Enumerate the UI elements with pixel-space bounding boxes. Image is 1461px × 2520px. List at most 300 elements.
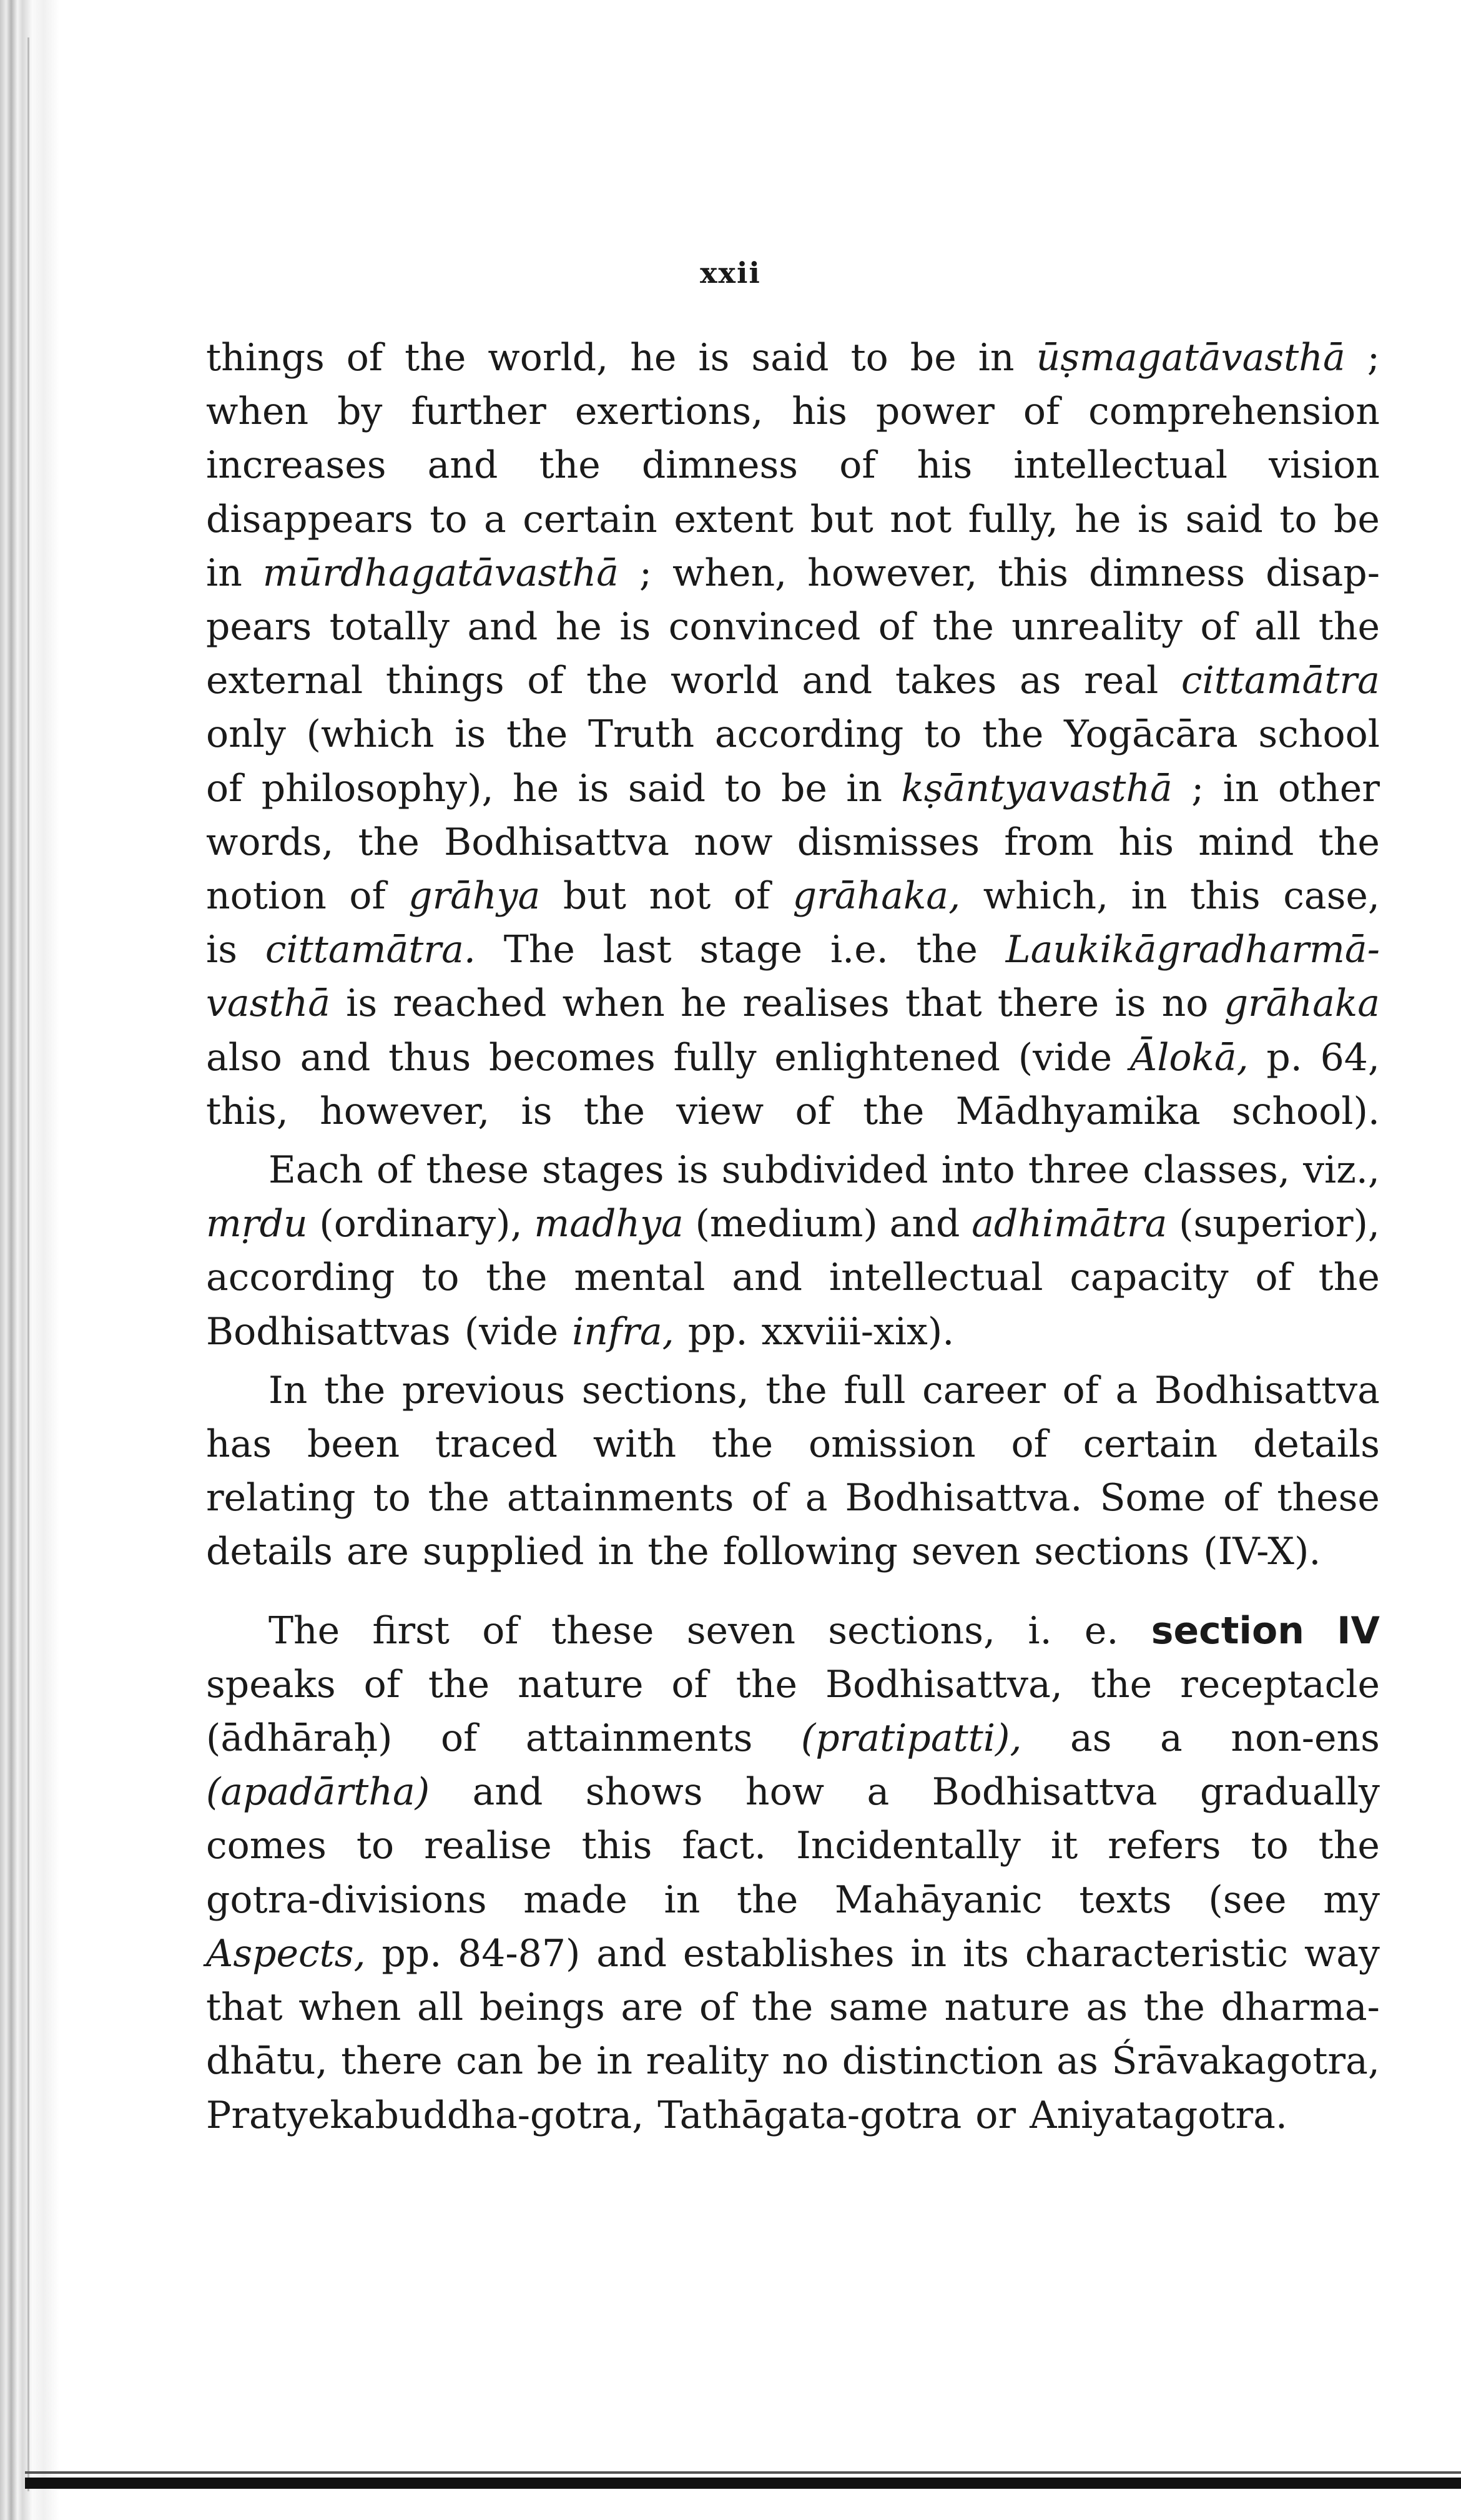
word: details — [206, 1530, 333, 1574]
word: (vide — [1018, 1035, 1113, 1080]
word: of — [441, 1716, 478, 1761]
word: is — [677, 1148, 709, 1193]
word: now — [694, 820, 773, 864]
word: comprehension — [1088, 390, 1380, 434]
word: distinction — [842, 2039, 1043, 2084]
word: and — [300, 1035, 371, 1080]
word: establishes — [682, 1931, 895, 1976]
italic-term: grāhya — [408, 874, 541, 918]
word: he — [555, 605, 602, 649]
word: of — [376, 1148, 413, 1193]
word: ; — [639, 551, 652, 595]
section-gap — [206, 1579, 1380, 1604]
word: when — [562, 982, 665, 1026]
word: (ordinary), — [319, 1202, 523, 1246]
word: he — [512, 766, 559, 810]
word: the — [1318, 1824, 1380, 1868]
word: Bodhisattvas — [206, 1309, 451, 1354]
word: when — [298, 1986, 401, 2030]
word: dimness — [1088, 551, 1246, 595]
bottom-rule-thin — [25, 2471, 1461, 2474]
word: supplied — [422, 1530, 584, 1574]
word: reality — [646, 2039, 769, 2084]
text-line-9 — [206, 762, 1380, 815]
word: its — [962, 1931, 1010, 1976]
word: there — [341, 2039, 443, 2084]
word: the — [765, 1368, 827, 1412]
word: speaks — [206, 1662, 336, 1706]
text-line-2 — [206, 385, 1380, 438]
word: things — [206, 336, 325, 380]
word: is — [521, 1089, 553, 1133]
word: is — [1114, 982, 1146, 1026]
word: ; — [1191, 766, 1204, 810]
text-line-11 — [206, 869, 1380, 923]
word: seven — [686, 1608, 796, 1653]
text-line-8 — [206, 707, 1380, 761]
text-line-3 — [206, 438, 1380, 492]
word: that — [206, 1986, 283, 2030]
word: of — [878, 605, 915, 649]
word: of — [482, 1608, 519, 1653]
word: the — [324, 1368, 386, 1412]
word: pp. — [687, 1309, 748, 1354]
word: takes — [895, 659, 997, 703]
word: there — [997, 982, 1099, 1026]
italic-term: (apadārtha) — [206, 1770, 430, 1814]
text-line-15 — [206, 1085, 1380, 1138]
word: fact. — [682, 1824, 767, 1868]
word: 64, — [1320, 1035, 1380, 1080]
word: he — [1075, 497, 1121, 541]
text-line-19 — [206, 1305, 1380, 1359]
word: power — [875, 390, 995, 434]
word: is — [206, 928, 237, 972]
bottom-rule — [25, 2478, 1461, 2489]
word: the — [586, 659, 648, 703]
word: that — [905, 982, 982, 1026]
word: but — [810, 497, 873, 541]
text-line-27 — [206, 1765, 1380, 1819]
word: traced — [435, 1422, 558, 1467]
word: omission — [808, 1422, 976, 1467]
word: gotra-divisions — [206, 1878, 487, 1922]
word: full — [844, 1368, 906, 1412]
word: no — [782, 2039, 829, 2084]
word: the — [1318, 1256, 1380, 1300]
word: of — [1062, 1368, 1099, 1412]
text-line-32 — [206, 2034, 1380, 2088]
word: nature — [944, 1986, 1070, 2030]
word: and — [889, 1202, 960, 1246]
text-line-4 — [206, 493, 1380, 546]
word: however, — [320, 1089, 490, 1133]
word: in — [1222, 766, 1259, 810]
word: e. — [1084, 1608, 1119, 1653]
word: first — [372, 1608, 450, 1653]
word: this — [581, 1824, 652, 1868]
page-number: xxii — [700, 256, 761, 290]
word: pears — [206, 605, 312, 649]
word: the — [737, 1878, 799, 1922]
word: of — [1023, 390, 1060, 434]
italic-term: (pratipatti), — [800, 1716, 1022, 1761]
word: to — [421, 1256, 460, 1300]
word: nature — [518, 1662, 644, 1706]
text-line-1 — [206, 331, 1380, 385]
text-line-24 — [206, 1604, 1380, 1658]
word: pp. — [381, 1931, 442, 1976]
italic-term: infra, — [572, 1309, 674, 1354]
word: fully, — [968, 497, 1058, 541]
word: viz., — [1303, 1148, 1380, 1193]
paragraph-gap — [206, 1359, 1380, 1364]
word: from — [1004, 820, 1095, 864]
word: in — [978, 336, 1015, 380]
text-line-6 — [206, 600, 1380, 654]
word: not — [890, 497, 952, 541]
word: thus — [388, 1035, 471, 1080]
word: how — [745, 1770, 825, 1814]
italic-term: cittamātra. — [265, 928, 476, 972]
word: be — [536, 2039, 583, 2084]
italic-term: ūṣmagatāvasthā — [1036, 336, 1345, 380]
word: of — [699, 1986, 736, 2030]
word: other — [1277, 766, 1380, 810]
word: of — [1223, 1476, 1260, 1520]
word: xxviii-xix). — [761, 1309, 955, 1354]
word: the — [863, 1089, 925, 1133]
word: dimness — [641, 443, 799, 488]
word: which, — [983, 874, 1109, 918]
word: stage — [699, 928, 803, 972]
word: convinced — [668, 605, 861, 649]
word: be — [1334, 497, 1380, 541]
word: dismisses — [797, 820, 980, 864]
word: the — [539, 443, 601, 488]
word: non-ens — [1231, 1716, 1380, 1761]
italic-term: grāhaka, — [792, 874, 961, 918]
word: the — [916, 928, 978, 972]
word: a — [1160, 1716, 1183, 1761]
text-line-13 — [206, 977, 1380, 1030]
word: dharma- — [1221, 1986, 1380, 2030]
word: he — [681, 982, 727, 1026]
binding-edge-line — [27, 37, 29, 2491]
word: attainments — [525, 1716, 753, 1761]
text-line-14 — [206, 1031, 1380, 1085]
word: view — [676, 1089, 764, 1133]
word: extent — [674, 497, 794, 541]
text-line-22 — [206, 1471, 1380, 1525]
word: as — [1019, 659, 1061, 703]
word: however, — [807, 551, 978, 595]
word: the — [486, 1256, 548, 1300]
text-line-30 — [206, 1927, 1380, 1981]
word: can — [456, 2039, 524, 2084]
word: and — [596, 1931, 667, 1976]
word: of — [527, 659, 564, 703]
word: is — [578, 766, 609, 810]
text-line-7 — [206, 654, 1380, 707]
word: the — [751, 1986, 814, 2030]
text-line-25 — [206, 1658, 1380, 1711]
word: the — [428, 1662, 490, 1706]
word: Some — [1099, 1476, 1206, 1520]
word: Pratyekabuddha-gotra, — [206, 2093, 644, 2137]
word: (which — [306, 712, 435, 757]
word: intellectual — [829, 1256, 1043, 1300]
word: this — [998, 551, 1069, 595]
word: receptacle — [1180, 1662, 1380, 1706]
word: in — [598, 1530, 634, 1574]
word: a — [484, 497, 506, 541]
italic-term: Laukikāgradharmā- — [1005, 928, 1380, 972]
word: school). — [1231, 1089, 1380, 1133]
word: are — [621, 1986, 684, 2030]
word: Bodhisattva — [444, 820, 670, 864]
word: according — [714, 712, 904, 757]
word: fully — [673, 1035, 757, 1080]
word: only — [206, 712, 286, 757]
word: enlightened — [774, 1035, 1001, 1080]
word: sections, — [828, 1608, 996, 1653]
italic-term: adhimātra — [972, 1202, 1168, 1246]
italic-term: kṣāntyavasthā — [901, 766, 1173, 810]
word: a — [1115, 1368, 1138, 1412]
word: school — [1258, 712, 1380, 757]
word: certain — [1083, 1422, 1218, 1467]
word: has — [206, 1422, 272, 1467]
word: is — [346, 982, 378, 1026]
binding-shadow — [0, 0, 59, 2520]
word: to — [1279, 497, 1317, 541]
word: unreality — [1011, 605, 1183, 649]
text-line-5 — [206, 546, 1380, 600]
word: Mādhyamika — [955, 1089, 1201, 1133]
word: vision — [1269, 443, 1380, 488]
word: career — [922, 1368, 1046, 1412]
word: in — [206, 551, 242, 595]
word: Bodhisattva — [932, 1770, 1158, 1814]
word: following — [722, 1530, 898, 1574]
word: seven — [912, 1530, 1021, 1574]
word: to — [850, 336, 888, 380]
word: as — [1070, 1716, 1112, 1761]
word: the — [358, 820, 420, 864]
word: of — [363, 1662, 400, 1706]
word: in — [846, 766, 883, 810]
word: in — [664, 1878, 701, 1922]
word: all — [1254, 605, 1301, 649]
word: and — [472, 1770, 543, 1814]
word: this — [1189, 874, 1261, 918]
section-heading-word: section — [1151, 1608, 1304, 1653]
word: be — [780, 766, 827, 810]
word: of — [751, 1476, 788, 1520]
section-heading-number: IV — [1337, 1608, 1380, 1653]
word: to — [1251, 1824, 1289, 1868]
word: Truth — [588, 712, 695, 757]
word: also — [206, 1035, 282, 1080]
word: a — [805, 1476, 828, 1520]
word: said — [751, 336, 829, 380]
word: p. — [1266, 1035, 1302, 1080]
word: the — [1090, 1662, 1153, 1706]
word: of — [1255, 1256, 1292, 1300]
word: mental — [574, 1256, 706, 1300]
word: as — [1056, 2039, 1098, 2084]
word: (superior), — [1179, 1202, 1380, 1246]
text-line-20 — [206, 1364, 1380, 1417]
word: of — [1011, 1422, 1048, 1467]
word: three — [1028, 1148, 1130, 1193]
word: said — [627, 766, 706, 810]
word: a — [867, 1770, 890, 1814]
word: in — [910, 1931, 947, 1976]
word: Bodhisattva — [1154, 1368, 1380, 1412]
word: classes, — [1143, 1148, 1291, 1193]
word: of — [206, 766, 243, 810]
word: dhātu, — [206, 2039, 328, 2084]
word: world — [671, 659, 779, 703]
word: Tathāgata-gotra — [657, 2093, 962, 2137]
word: in — [596, 2039, 633, 2084]
word: relating — [206, 1476, 356, 1520]
word: the — [982, 712, 1044, 757]
word: to — [356, 1824, 395, 1868]
word: gradually — [1199, 1770, 1380, 1814]
word: of — [733, 874, 770, 918]
word: disap- — [1266, 551, 1380, 595]
italic-term: mṛdu — [206, 1202, 308, 1246]
text-line-23 — [206, 1525, 1380, 1578]
word: becomes — [488, 1035, 656, 1080]
word: no — [1161, 982, 1209, 1026]
word: comes — [206, 1824, 327, 1868]
word: exertions, — [574, 390, 764, 434]
word: Each — [268, 1148, 363, 1193]
word: same — [829, 1986, 928, 2030]
word: to — [724, 766, 762, 810]
text-line-18 — [206, 1251, 1380, 1304]
word: i.e. — [830, 928, 888, 972]
word: the — [428, 1476, 489, 1520]
word: the — [932, 605, 994, 649]
word: Aniyatagotra. — [1030, 2093, 1287, 2137]
word: attainments — [506, 1476, 734, 1520]
word: (IV-X). — [1203, 1530, 1321, 1574]
word: characteristic — [1025, 1931, 1289, 1976]
word: of — [795, 1089, 832, 1133]
word: of — [346, 336, 383, 380]
word: is — [1138, 497, 1169, 541]
word: to — [430, 497, 468, 541]
word: shows — [585, 1770, 703, 1814]
word: (vide — [464, 1309, 559, 1354]
word: Śrāvakagotra, — [1111, 2039, 1380, 2084]
word: be — [910, 336, 957, 380]
word: when — [206, 390, 309, 434]
text-line-21 — [206, 1417, 1380, 1471]
word: the — [1318, 820, 1380, 864]
word: refers — [1108, 1824, 1221, 1868]
word: previous — [401, 1368, 566, 1412]
word: realises — [742, 982, 890, 1026]
word: real — [1084, 659, 1159, 703]
word: but — [563, 874, 626, 918]
word: the — [583, 1089, 646, 1133]
italic-term: grāhaka — [1224, 982, 1380, 1026]
word: realise — [424, 1824, 552, 1868]
word: external — [206, 659, 363, 703]
word: of — [349, 874, 386, 918]
italic-term: Aspects, — [206, 1931, 366, 1976]
word: the — [735, 1662, 797, 1706]
italic-term: vasthā — [206, 982, 330, 1026]
text-line-10 — [206, 815, 1380, 869]
text-line-29 — [206, 1873, 1380, 1927]
word: sections, — [581, 1368, 749, 1412]
word: details — [1252, 1422, 1380, 1467]
word: way — [1304, 1931, 1380, 1976]
body-text — [206, 331, 1380, 2142]
word: world, — [488, 336, 609, 380]
word: the — [405, 336, 466, 380]
text-line-33 — [206, 2089, 1380, 2142]
word: certain — [523, 497, 657, 541]
word: are — [346, 1530, 409, 1574]
paragraph-gap — [206, 1138, 1380, 1143]
word: case, — [1283, 874, 1380, 918]
word: Bodhisattva. — [845, 1476, 1083, 1520]
word: his — [917, 443, 973, 488]
word: when, — [672, 551, 787, 595]
word: to — [373, 1476, 411, 1520]
word: been — [307, 1422, 400, 1467]
word: philosophy), — [261, 766, 494, 810]
word: intellectual — [1013, 443, 1228, 488]
italic-term: mūrdhagatāvasthā — [262, 551, 619, 595]
word: reached — [393, 982, 547, 1026]
word: not — [649, 874, 711, 918]
word: to — [924, 712, 962, 757]
word: his — [1118, 820, 1174, 864]
text-line-26 — [206, 1711, 1380, 1765]
word: disappears — [206, 497, 413, 541]
text-line-28 — [206, 1819, 1380, 1873]
word: this, — [206, 1089, 288, 1133]
word: into — [941, 1148, 1015, 1193]
word: the — [506, 712, 568, 757]
text-line-16 — [206, 1143, 1380, 1197]
word: these — [1277, 1476, 1380, 1520]
word: (see — [1208, 1878, 1287, 1922]
word: with — [593, 1422, 677, 1467]
word: In — [268, 1368, 308, 1412]
word: according — [206, 1256, 395, 1300]
italic-term: madhya — [534, 1202, 684, 1246]
word: Incidentally — [796, 1824, 1021, 1868]
word: (ādhāraḥ) — [206, 1716, 393, 1761]
word: or — [975, 2093, 1016, 2137]
word: increases — [206, 443, 386, 488]
text-line-31 — [206, 1981, 1380, 2034]
word: he — [630, 336, 677, 380]
word: capacity — [1070, 1256, 1229, 1300]
word: of — [1200, 605, 1237, 649]
text-line-17 — [206, 1197, 1380, 1251]
